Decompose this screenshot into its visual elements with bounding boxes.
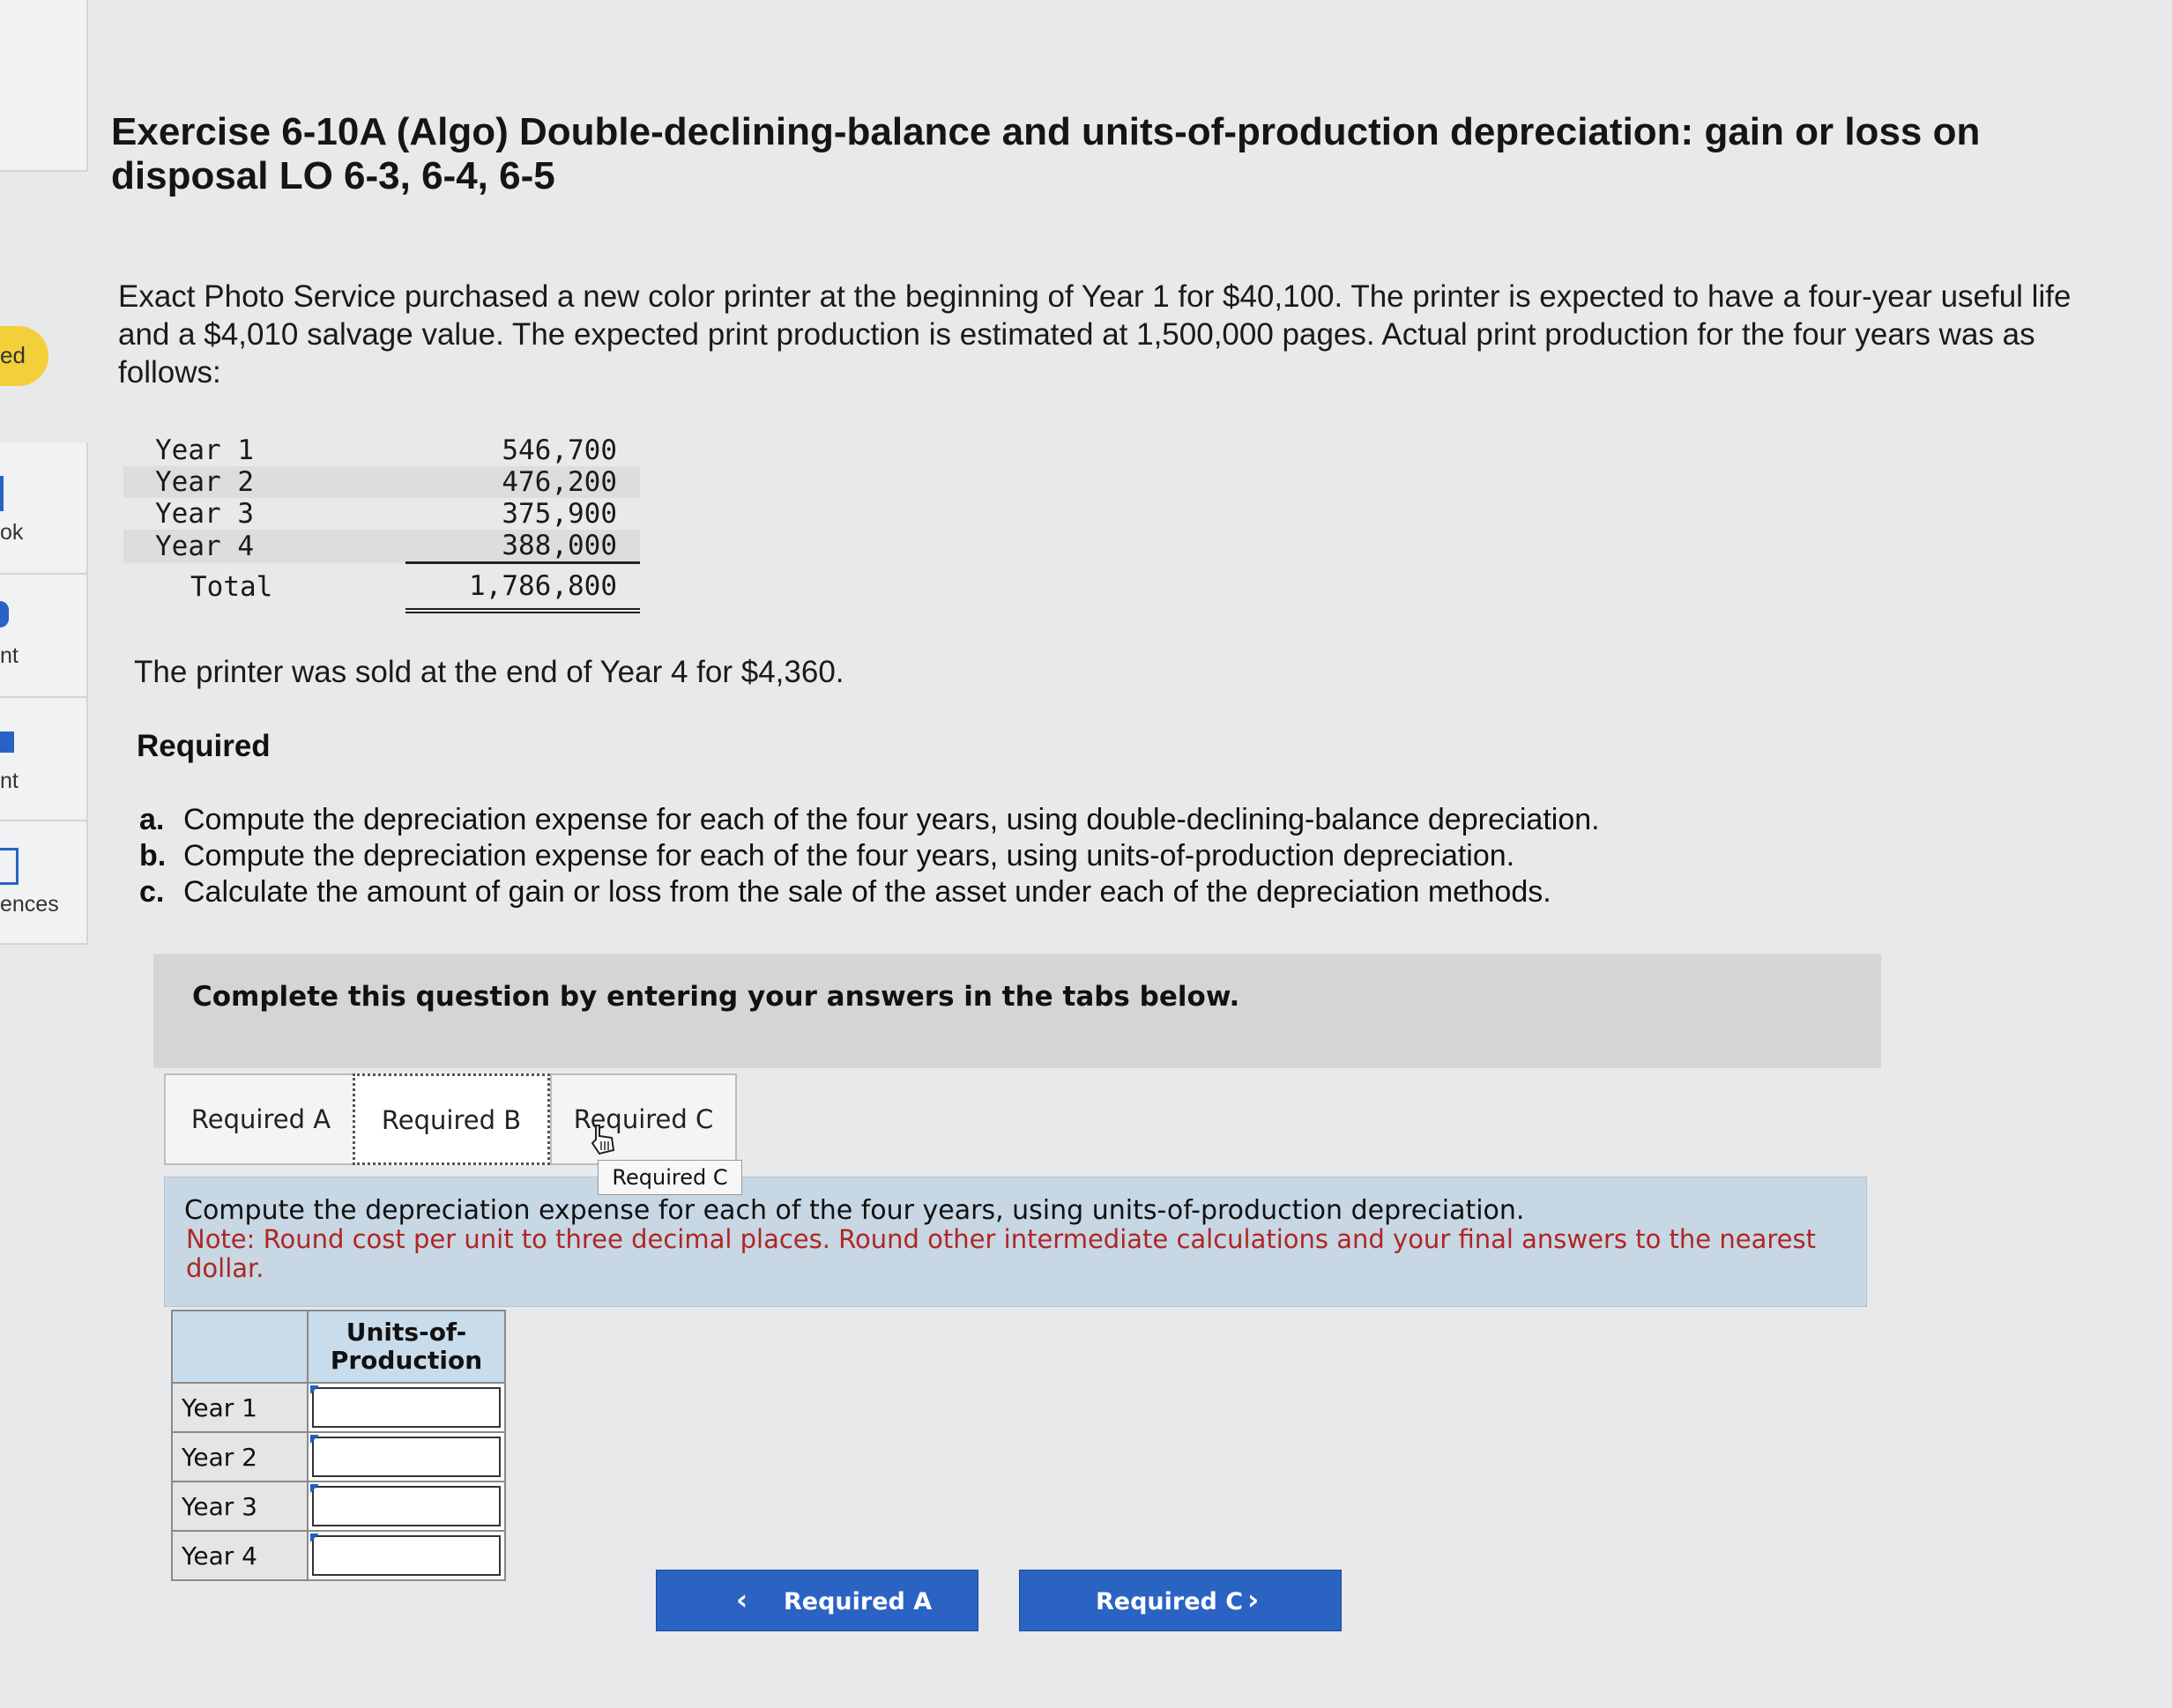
required-heading: Required: [137, 729, 271, 763]
production-value: 476,200: [405, 466, 640, 498]
requirement-item: [139, 838, 1600, 874]
tab-required-b[interactable]: Required B: [353, 1073, 550, 1165]
rounding-note: Note: Round cost per unit to three decimal places. Round other intermediate calculations and your final answers to the nearest dollar.: [186, 1224, 1816, 1283]
production-year-label: Year 1: [155, 434, 254, 466]
next-required-c-button[interactable]: [1019, 1570, 1342, 1631]
sidebar-item-label: nt: [0, 643, 19, 668]
requirement-text: Compute the depreciation expense for each of the four years, using units-of-production depreciation.: [183, 839, 1515, 873]
answer-year-label: Year 2: [172, 1432, 308, 1482]
requirement-text: Calculate the amount of gain or loss from the sale of the asset under each of the depreciation methods.: [183, 875, 1551, 909]
table-row: [172, 1531, 505, 1580]
sidebar-item-label: ok: [0, 520, 24, 545]
sidebar-item-ebook[interactable]: [0, 442, 88, 575]
production-year-label: Year 3: [155, 498, 254, 530]
answer-table: [171, 1310, 506, 1581]
flag-icon: [0, 731, 14, 753]
requirement-item: [139, 874, 1600, 910]
year-3-input[interactable]: [312, 1486, 501, 1526]
next-button-label: Required C: [1096, 1588, 1244, 1615]
year-2-input-cell: [308, 1432, 505, 1482]
requirement-text: Compute the depreciation expense for each of the four years, using double-declining-balance depreciation.: [183, 803, 1600, 836]
instruction-banner: [153, 954, 1881, 1068]
production-year-label: Year 2: [123, 466, 405, 498]
answer-header-row: [172, 1311, 505, 1383]
tab-required-c[interactable]: Required C: [550, 1073, 737, 1165]
prev-required-a-button[interactable]: [656, 1570, 978, 1631]
year-4-input[interactable]: [312, 1535, 501, 1576]
table-row: [172, 1432, 505, 1482]
production-value: 388,000: [405, 530, 640, 563]
header-line-1: Units-of-: [346, 1318, 467, 1347]
table-row: [172, 1383, 505, 1432]
year-1-input[interactable]: [312, 1387, 501, 1428]
book-icon: [0, 476, 4, 511]
sidebar-item-label: ences: [0, 892, 59, 917]
sale-statement: The printer was sold at the end of Year 4 for $4,360.: [134, 655, 844, 689]
table-row: [123, 434, 640, 466]
sidebar-item-label: nt: [0, 769, 19, 793]
problem-intro: Exact Photo Service purchased a new color printer at the beginning of Year 1 for $40,100. The printer is expected to have a four-year useful life and a $4,010 salvage value. The expected print production is estimated at 1,500,000 pages. Actual print production for the four years was as follows:: [118, 279, 2072, 390]
tab-instruction-text: Compute the depreciation expense for each of the four years, using units-of-production depreciation.: [184, 1195, 1525, 1226]
sidebar-badge-label: ed: [0, 342, 26, 368]
production-year-label: Year 4: [123, 530, 405, 563]
chevron-right-icon: ›: [1247, 1583, 1260, 1616]
hand-cursor-icon: [587, 1124, 617, 1155]
requirement-letter: c.: [139, 875, 165, 909]
production-total-label: Total: [190, 570, 273, 603]
year-1-input-cell: [308, 1383, 505, 1432]
production-value: 546,700: [502, 434, 617, 466]
total-row: [123, 563, 640, 612]
requirement-letter: a.: [139, 803, 165, 836]
year-2-input[interactable]: [312, 1437, 501, 1477]
year-4-input-cell: [308, 1531, 505, 1580]
answer-year-label: Year 3: [172, 1482, 308, 1531]
sidebar-item-references[interactable]: [0, 821, 88, 945]
table-row: [123, 498, 640, 530]
sidebar-item-print-alt[interactable]: [0, 698, 88, 821]
tab-instructions: [164, 1177, 1867, 1307]
tab-required-a[interactable]: Required A: [164, 1073, 358, 1165]
year-3-input-cell: [308, 1482, 505, 1531]
header-line-2: Production: [330, 1346, 483, 1375]
sidebar-badge[interactable]: [0, 326, 48, 386]
production-table: [123, 434, 640, 613]
answer-year-label: Year 1: [172, 1383, 308, 1432]
input-flag-icon: [310, 1533, 319, 1542]
table-row: [172, 1482, 505, 1531]
input-flag-icon: [310, 1435, 319, 1444]
answer-header-blank: [172, 1311, 308, 1383]
requirement-item: [139, 802, 1600, 838]
requirements-list: [139, 802, 1600, 910]
units-of-production-header: [308, 1311, 505, 1383]
sidebar-item-print[interactable]: [0, 575, 88, 698]
tab-tooltip: Required C: [598, 1160, 742, 1195]
requirement-letter: b.: [139, 839, 167, 873]
production-value: 375,900: [502, 498, 617, 530]
references-icon: [0, 848, 19, 885]
chevron-left-icon: ‹: [736, 1583, 748, 1616]
input-flag-icon: [310, 1385, 319, 1394]
table-row: [123, 466, 640, 498]
instruction-banner-text: Complete this question by entering your answers in the tabs below.: [192, 981, 1240, 1013]
print-icon: [0, 601, 9, 628]
exercise-title: Exercise 6-10A (Algo) Double-declining-balance and units-of-production depreciation: gain or loss on disposal LO 6-3, 6-4, 6-5: [111, 110, 1981, 197]
input-flag-icon: [310, 1484, 319, 1493]
production-total-value: 1,786,800: [405, 563, 640, 612]
answer-year-label: Year 4: [172, 1531, 308, 1580]
table-row: [123, 530, 640, 563]
sidebar-item-top[interactable]: [0, 0, 88, 172]
prev-button-label: Required A: [784, 1588, 933, 1615]
left-sidebar: [0, 0, 88, 952]
